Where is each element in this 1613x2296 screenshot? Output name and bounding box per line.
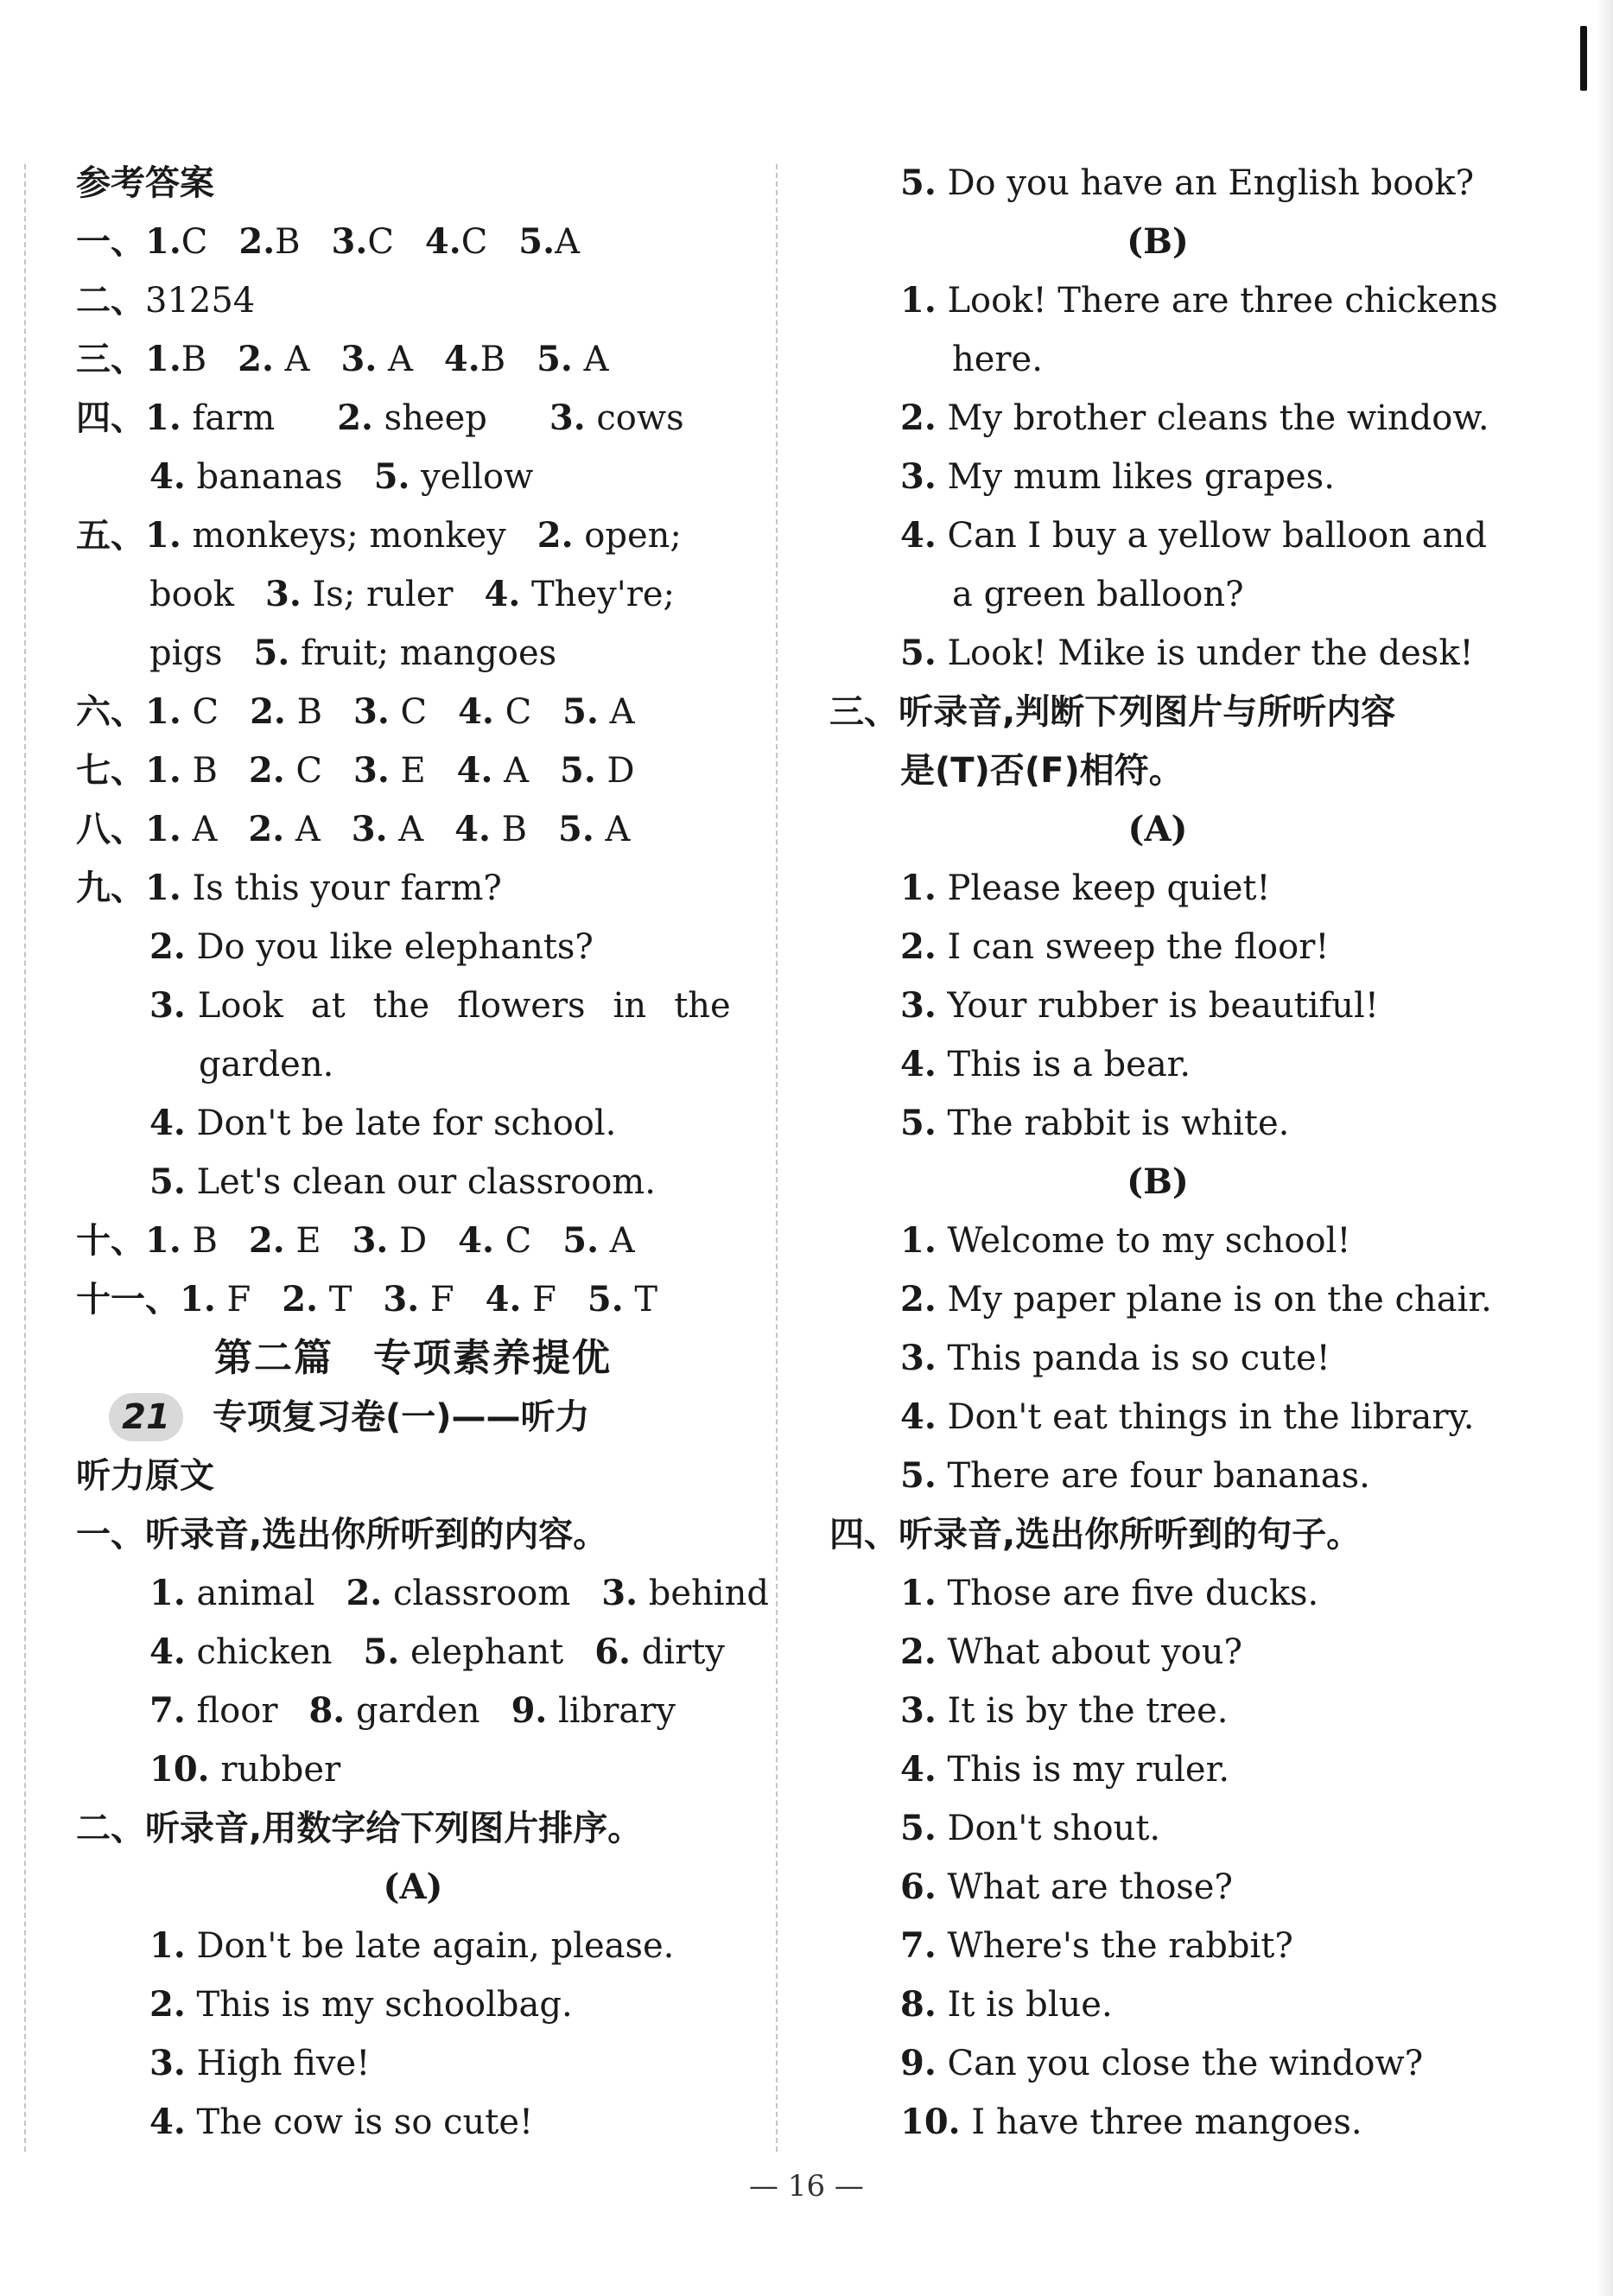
- answer-row-9: 九、1. Is this your farm?: [76, 868, 502, 908]
- sentence-row: 2. I can sweep the floor!: [900, 926, 1330, 967]
- listening-3-title-cont: 是(T)否(F)相符。: [900, 751, 1184, 791]
- page-edge: [1597, 0, 1613, 2296]
- answer-row-2: 二、31254: [76, 281, 256, 321]
- unit-heading: [76, 1388, 750, 1447]
- answer-row-7: 七、1. B 2. C 3. E 4. A 5. D: [76, 750, 635, 791]
- answer-row-6: 六、1. C 2. B 3. C 4. C 5. A: [76, 691, 635, 732]
- answer-row-1: 一、1.C 2.B 3.C 4.C 5.A: [76, 221, 580, 262]
- corner-mark: [1580, 26, 1587, 91]
- sentence-row: 3. Your rubber is beautiful!: [900, 985, 1379, 1026]
- subsection-a-label: (A): [383, 1867, 443, 1907]
- answer-row-9-s3-cont: garden.: [199, 1045, 334, 1084]
- answer-row-4: 四、1. farm 2. sheep 3. cows: [76, 398, 684, 438]
- column-divider: [776, 164, 778, 2152]
- answer-row-9-s3: 3. Look at the flowers in the: [149, 985, 731, 1026]
- sentence-row: 8. It is blue.: [900, 1984, 1113, 2025]
- sentence-row: 5. Don't shout.: [900, 1808, 1161, 1848]
- sentence-row: 1. Please keep quiet!: [900, 868, 1271, 908]
- answer-row-5: 五、1. monkeys; monkey 2. open;: [76, 515, 682, 556]
- script-title: 听力原文: [76, 1456, 214, 1496]
- listening-2-title: 二、听录音,用数字给下列图片排序。: [76, 1809, 643, 1848]
- answer-row-5-cont1: book 3. Is; ruler 4. They're;: [149, 574, 675, 614]
- sentence-row: 2. My brother cleans the window.: [900, 398, 1489, 438]
- sentence-row: 2. What about you?: [900, 1631, 1242, 1672]
- answer-row-9-s2: 2. Do you like elephants?: [149, 926, 594, 967]
- sentence-row: 3. My mum likes grapes.: [900, 456, 1335, 497]
- sentence-row: 5. The rabbit is white.: [900, 1103, 1290, 1143]
- left-margin-divider: [24, 164, 26, 2152]
- sentence-row: 2. This is my schoolbag.: [149, 1984, 573, 2025]
- sentence-row: 1. Don't be late again, please.: [149, 1925, 675, 1966]
- sentence-row: 1. Those are five ducks.: [900, 1573, 1319, 1613]
- part-title: 第二篇 专项素养提优: [214, 1336, 612, 1380]
- sentence-row: 9. Can you close the window?: [900, 2043, 1424, 2083]
- sentence-row: 4. Can I buy a yellow balloon and: [900, 515, 1487, 556]
- answer-row-11: 十一、1. F 2. T 3. F 4. F 5. T: [76, 1279, 658, 1320]
- subsection-a-label: (A): [1127, 809, 1188, 849]
- subsection-b-label: (B): [1127, 221, 1189, 262]
- sentence-row: 4. This is a bear.: [900, 1044, 1191, 1084]
- subsection-b-label: (B): [1127, 1161, 1189, 1202]
- sentence-row: 5. There are four bananas.: [900, 1455, 1370, 1496]
- sentence-row: 4. The cow is so cute!: [149, 2102, 534, 2142]
- word-row: 4. chicken 5. elephant 6. dirty: [149, 1631, 725, 1672]
- word-row: 1. animal 2. classroom 3. behind: [149, 1573, 769, 1613]
- sentence-row: 10. I have three mangoes.: [900, 2102, 1362, 2142]
- sentence-row: 3. This panda is so cute!: [900, 1338, 1330, 1378]
- left-column: [76, 154, 769, 2152]
- answer-row-8: 八、1. A 2. A 3. A 4. B 5. A: [76, 809, 631, 849]
- sentence-row: 1. Look! There are three chickens: [900, 280, 1498, 321]
- answers-title: 参考答案: [76, 163, 214, 203]
- word-row: 7. floor 8. garden 9. library: [149, 1690, 676, 1731]
- listening-1-title: 一、听录音,选出你所听到的内容。: [76, 1515, 608, 1555]
- sentence-row: 3. It is by the tree.: [900, 1690, 1229, 1731]
- answer-row-9-s5: 5. Let's clean our classroom.: [149, 1161, 656, 1202]
- sentence-row: 5. Do you have an English book?: [900, 162, 1475, 203]
- answer-row-5-cont2: pigs 5. fruit; mangoes: [149, 633, 557, 673]
- answer-row-3: 三、1.B 2. A 3. A 4.B 5. A: [76, 339, 609, 379]
- answer-row-9-s4: 4. Don't be late for school.: [149, 1103, 617, 1143]
- answer-row-4-cont: 4. bananas 5. yellow: [149, 456, 534, 497]
- unit-title: 专项复习卷(一)——听力: [213, 1397, 590, 1437]
- listening-4-title: 四、听录音,选出你所听到的句子。: [829, 1515, 1362, 1555]
- sentence-row: 5. Look! Mike is under the desk!: [900, 633, 1474, 673]
- right-column: [829, 154, 1498, 2152]
- sentence-row: 7. Where's the rabbit?: [900, 1925, 1293, 1966]
- sentence-row: 6. What are those?: [900, 1867, 1233, 1907]
- sentence-row: 1. Welcome to my school!: [900, 1220, 1351, 1261]
- answer-row-10: 十、1. B 2. E 3. D 4. C 5. A: [76, 1220, 635, 1261]
- sentence-row: 3. High five!: [149, 2043, 371, 2083]
- listening-3-title: 三、听录音,判断下列图片与所听内容: [829, 692, 1396, 732]
- page-number: — 16 —: [749, 2169, 864, 2204]
- word-row: 10. rubber: [149, 1749, 341, 1790]
- sentence-row-cont: here.: [952, 340, 1043, 379]
- sentence-row-cont: a green balloon?: [952, 575, 1244, 614]
- sentence-row: 2. My paper plane is on the chair.: [900, 1279, 1492, 1320]
- unit-number-badge: 21: [109, 1393, 183, 1441]
- sentence-row: 4. Don't eat things in the library.: [900, 1396, 1475, 1437]
- sentence-row: 4. This is my ruler.: [900, 1749, 1230, 1790]
